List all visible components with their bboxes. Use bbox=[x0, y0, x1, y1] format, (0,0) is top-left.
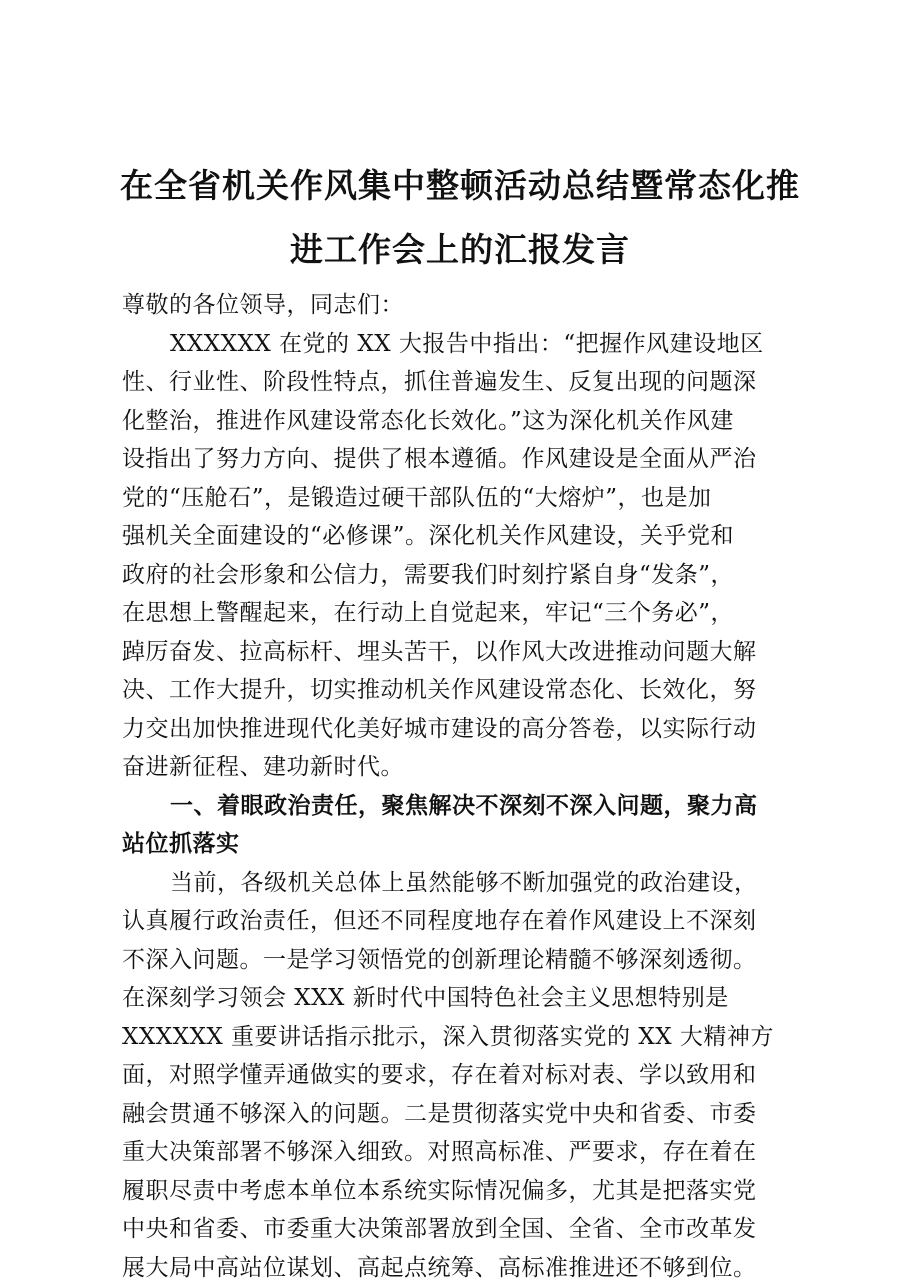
paragraph-1-line: 在思想上警醒起来，在行动上自觉起来，牢记“三个务必”， bbox=[122, 594, 800, 633]
document-title-line-2: 进工作会上的汇报发言 bbox=[110, 224, 810, 271]
section-heading-1-line: 一、着眼政治责任，聚焦解决不深刻不深入问题，聚力高 bbox=[122, 787, 800, 826]
document-body bbox=[122, 286, 800, 1287]
paragraph-1-line: XXXXXX 在党的 XX 大报告中指出：“把握作风建设地区 bbox=[122, 325, 800, 364]
paragraph-1-line: 设指出了努力方向、提供了根本遵循。作风建设是全面从严治 bbox=[122, 440, 800, 479]
paragraph-2-line: 融会贯通不够深入的问题。二是贯彻落实党中央和省委、市委 bbox=[122, 1095, 800, 1134]
paragraph-2-line: 在深刻学习领会 XXX 新时代中国特色社会主义思想特别是 bbox=[122, 979, 800, 1018]
section-heading-1-line: 站位抓落实 bbox=[122, 825, 800, 864]
paragraph-2-line: 展大局中高站位谋划、高起点统筹、高标准推进还不够到位。 bbox=[122, 1249, 800, 1287]
paragraph-1-line: 性、行业性、阶段性特点，抓住普遍发生、反复出现的问题深 bbox=[122, 363, 800, 402]
paragraph-1-line: 党的“压舱石”，是锻造过硬干部队伍的“大熔炉”，也是加 bbox=[122, 479, 800, 518]
paragraph-1-line: 强机关全面建设的“必修课”。深化机关作风建设，关乎党和 bbox=[122, 517, 800, 556]
paragraph-2-line: 不深入问题。一是学习领悟党的创新理论精髓不够深刻透彻。 bbox=[122, 941, 800, 980]
paragraph-2-line: XXXXXX 重要讲话指示批示，深入贯彻落实党的 XX 大精神方 bbox=[122, 1018, 800, 1057]
paragraph-1-line: 化整治，推进作风建设常态化长效化。”这为深化机关作风建 bbox=[122, 402, 800, 441]
paragraph-2-line: 中央和省委、市委重大决策部署放到全国、全省、全市改革发 bbox=[122, 1210, 800, 1249]
paragraph-2-line: 面，对照学懂弄通做实的要求，存在着对标对表、学以致用和 bbox=[122, 1056, 800, 1095]
paragraph-1-line: 力交出加快推进现代化美好城市建设的高分答卷，以实际行动 bbox=[122, 710, 800, 749]
paragraph-2-line: 重大决策部署不够深入细致。对照高标准、严要求，存在着在 bbox=[122, 1133, 800, 1172]
paragraph-1-line: 政府的社会形象和公信力，需要我们时刻拧紧自身“发条”， bbox=[122, 556, 800, 595]
document-title-line-1: 在全省机关作风集中整顿活动总结暨常态化推 bbox=[110, 160, 810, 207]
salutation: 尊敬的各位领导，同志们： bbox=[122, 286, 800, 325]
paragraph-1-line: 决、工作大提升，切实推动机关作风建设常态化、长效化，努 bbox=[122, 671, 800, 710]
paragraph-2-line: 履职尽责中考虑本单位本系统实际情况偏多，尤其是把落实党 bbox=[122, 1172, 800, 1211]
paragraph-1-line: 奋进新征程、建功新时代。 bbox=[122, 748, 800, 787]
paragraph-2-line: 认真履行政治责任，但还不同程度地存在着作风建设上不深刻 bbox=[122, 902, 800, 941]
paragraph-2-line: 当前，各级机关总体上虽然能够不断加强党的政治建设， bbox=[122, 864, 800, 903]
paragraph-1-line: 踔厉奋发、拉高标杆、埋头苦干，以作风大改进推动问题大解 bbox=[122, 633, 800, 672]
